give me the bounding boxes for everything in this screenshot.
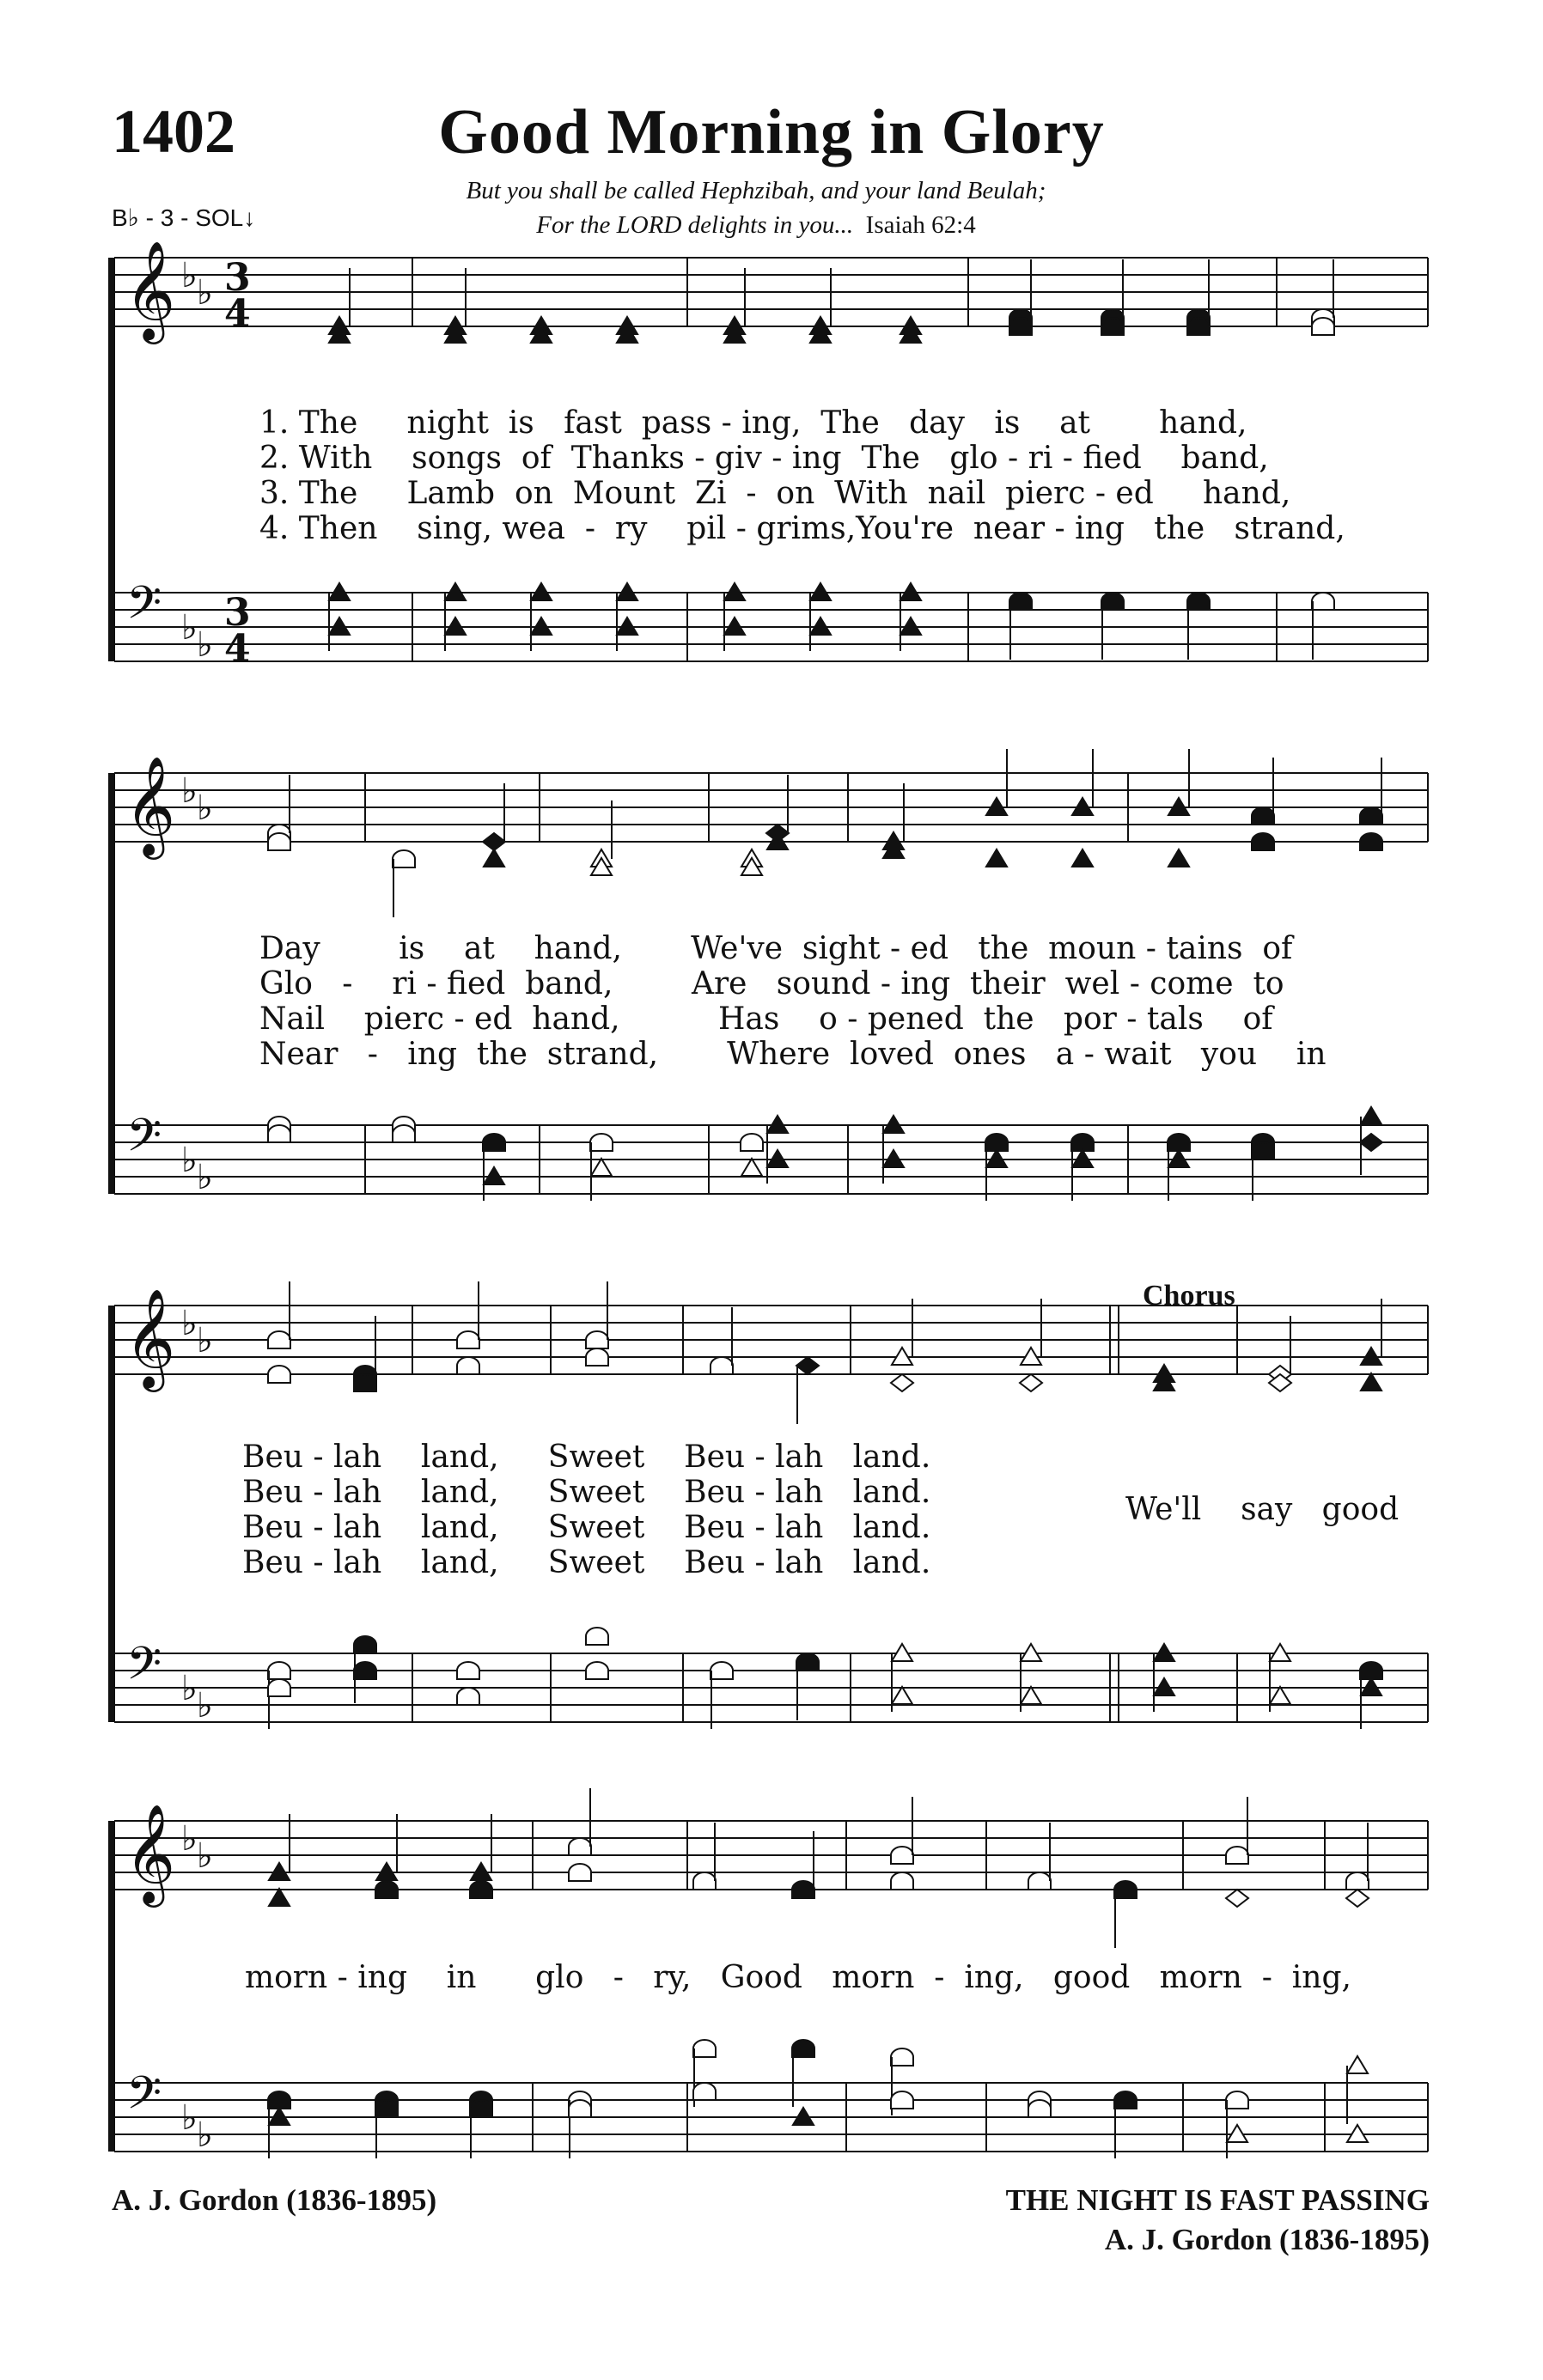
shape-note	[457, 1662, 479, 1679]
shape-note	[1114, 1881, 1137, 1898]
tune-name: THE NIGHT IS FAST PASSING	[1005, 2183, 1430, 2217]
system-brace	[108, 258, 114, 661]
shape-note	[1168, 1134, 1190, 1151]
verse-1-line-2: Day is at hand, We've sight - ed the moun - tains of	[259, 931, 1293, 966]
verse-3-line-2: Nail pierc - ed hand, Has o - pened the por - tals of	[259, 1001, 1273, 1037]
hymn-number: 1402	[112, 97, 235, 166]
flat-icon: ♭	[197, 2115, 213, 2155]
bass-clef-icon: 𝄢	[126, 1638, 162, 1701]
chorus-words-line-1: We'll say good	[1125, 1492, 1400, 1527]
shape-note	[375, 1881, 398, 1898]
shape-note	[891, 1847, 913, 1864]
shape-note	[1252, 1142, 1274, 1160]
music-credit: A. J. Gordon (1836-1895)	[1104, 2223, 1430, 2256]
shape-note	[1028, 2100, 1051, 2117]
hymn-title: Good Morning in Glory	[438, 97, 1105, 167]
shape-note	[590, 1134, 613, 1151]
shape-note	[1168, 849, 1189, 867]
shape-note	[586, 1662, 608, 1679]
shape-note	[1028, 1872, 1051, 1890]
bass-clef-icon: 𝄢	[126, 577, 162, 641]
flat-icon: ♭	[181, 1304, 198, 1343]
shape-note	[891, 2048, 913, 2066]
shape-note	[986, 849, 1007, 867]
verse-1-line-3: Beu - lah land, Sweet Beu - lah land.	[242, 1440, 931, 1475]
shape-note	[457, 1331, 479, 1348]
flat-icon: ♭	[181, 2098, 198, 2138]
flat-icon: ♭	[181, 771, 198, 811]
shape-note	[470, 2100, 492, 2117]
shape-note	[891, 1872, 913, 1890]
verse-2-line-3: Beu - lah land, Sweet Beu - lah land.	[242, 1475, 931, 1510]
scripture-reference: Isaiah 62:4	[865, 211, 976, 239]
shape-note	[792, 1881, 814, 1898]
shape-note	[457, 1688, 479, 1705]
shape-note	[693, 1872, 716, 1890]
verse-4-line-2: Near - ing the strand, Where loved ones a - wait you in	[259, 1037, 1326, 1072]
shape-note	[484, 849, 504, 867]
flat-icon: ♭	[197, 1686, 213, 1726]
shape-note	[693, 2083, 716, 2100]
shape-note	[796, 1357, 819, 1374]
shape-note	[1360, 833, 1382, 850]
shape-note	[569, 1864, 591, 1881]
shape-note	[591, 1159, 612, 1176]
shape-note	[693, 2040, 716, 2057]
system-brace	[108, 1306, 114, 1722]
flat-icon: ♭	[197, 273, 213, 313]
time-sig-top: 3	[224, 256, 251, 300]
shape-note	[268, 1662, 290, 1679]
time-sig-bottom: 4	[224, 627, 251, 671]
shape-note	[354, 1374, 376, 1391]
shape-note	[393, 850, 415, 867]
shape-note	[569, 2100, 591, 2117]
shape-note	[1020, 1374, 1042, 1391]
flat-icon: ♭	[181, 256, 198, 295]
chorus-label: Chorus	[1143, 1280, 1235, 1312]
shape-note	[711, 1357, 733, 1374]
shape-note	[1226, 2091, 1248, 2109]
shape-note	[483, 1134, 505, 1151]
shape-note	[1361, 1107, 1381, 1124]
shape-note	[1312, 318, 1334, 335]
shape-note	[269, 1889, 290, 1906]
time-sig-bottom: 4	[224, 292, 251, 336]
treble-clef-icon: 𝄞	[125, 1287, 176, 1388]
chorus-words-line-2: morn - ing in glo - ry, Good morn - ing, good morn - ing,	[245, 1960, 1351, 1995]
shape-note	[1021, 1687, 1041, 1704]
treble-clef-icon: 𝄞	[125, 1803, 176, 1903]
shape-note	[393, 1125, 415, 1142]
shape-note	[741, 1159, 762, 1176]
scripture-line-1: But you shall be called Hephzibah, and your land Beulah;	[466, 177, 1046, 204]
flat-icon: ♭	[181, 1819, 198, 1859]
shape-note	[1187, 593, 1210, 610]
shape-note	[891, 1374, 913, 1391]
system-brace	[108, 1821, 114, 2152]
shape-note	[1252, 833, 1274, 850]
shape-note	[457, 1357, 479, 1374]
treble-clef-icon: 𝄞	[125, 240, 176, 340]
shape-note	[268, 1366, 290, 1383]
shape-note	[569, 1838, 591, 1855]
verse-2-line-2: Glo - ri - fied band, Are sound - ing their wel - come to	[259, 966, 1284, 1001]
flat-icon: ♭	[197, 625, 213, 665]
verse-2-line-1: 2. With songs of Thanks - giv - ing The glo - ri - fied band,	[259, 441, 1269, 476]
shape-note	[483, 833, 505, 850]
shape-note	[741, 1134, 763, 1151]
shape-note	[354, 1662, 376, 1679]
flat-icon: ♭	[181, 1141, 198, 1180]
bass-clef-icon: 𝄢	[126, 1110, 162, 1173]
time-sig-top: 3	[224, 591, 251, 635]
shape-note	[1360, 807, 1382, 825]
shape-note	[470, 1881, 492, 1898]
shape-note	[1226, 1847, 1248, 1864]
shape-note	[1101, 318, 1124, 335]
shape-note	[1312, 593, 1334, 610]
shape-note	[1361, 1373, 1381, 1391]
flat-icon: ♭	[197, 1158, 213, 1197]
flat-icon: ♭	[181, 1669, 198, 1708]
shape-note	[1360, 1662, 1382, 1679]
shape-note	[1114, 2091, 1137, 2109]
shape-note	[586, 1628, 608, 1645]
shape-note	[892, 1687, 912, 1704]
shape-note	[792, 2040, 814, 2057]
shape-note	[354, 1636, 376, 1653]
key-info: B♭ - 3 - SOL↓	[112, 204, 256, 231]
verse-3-line-3: Beu - lah land, Sweet Beu - lah land.	[242, 1510, 931, 1545]
shape-note	[1226, 1890, 1248, 1907]
shape-note	[1009, 593, 1032, 610]
shape-note	[1347, 2056, 1368, 2073]
system-brace	[108, 773, 114, 1194]
flat-icon: ♭	[197, 1321, 213, 1360]
shape-note	[1072, 849, 1093, 867]
shape-note	[375, 2100, 398, 2117]
verse-4-line-3: Beu - lah land, Sweet Beu - lah land.	[242, 1545, 931, 1580]
shape-note	[268, 1125, 290, 1142]
scripture-line-2: For the LORD delights in you...	[536, 211, 854, 239]
shape-note	[891, 2091, 913, 2109]
shape-note	[711, 1662, 733, 1679]
flat-icon: ♭	[181, 608, 198, 648]
shape-note	[985, 1134, 1008, 1151]
shape-note	[268, 1331, 290, 1348]
shape-note	[1346, 1890, 1369, 1907]
shape-note	[1009, 318, 1032, 335]
flat-icon: ♭	[197, 788, 213, 828]
shape-note	[1071, 1134, 1094, 1151]
shape-note	[796, 1653, 819, 1671]
flat-icon: ♭	[197, 1836, 213, 1876]
shape-note	[586, 1348, 608, 1366]
shape-note	[268, 1679, 290, 1696]
shape-note	[1270, 1687, 1290, 1704]
verse-1-line-1: 1. The night is fast pass - ing, The day is at hand,	[259, 405, 1247, 441]
shape-note	[1360, 1134, 1382, 1151]
shape-note	[1346, 1872, 1369, 1890]
shape-note	[268, 2091, 290, 2109]
shape-note	[1101, 593, 1124, 610]
verse-4-line-1: 4. Then sing, wea - ry pil - grims,You're near - ing the strand,	[259, 511, 1345, 546]
treble-clef-icon: 𝄞	[125, 755, 176, 855]
shape-note	[1187, 318, 1210, 335]
shape-note	[268, 833, 290, 850]
shape-note	[1252, 807, 1274, 825]
bass-clef-icon: 𝄢	[126, 2067, 162, 2131]
words-credit: A. J. Gordon (1836-1895)	[112, 2183, 437, 2217]
verse-3-line-1: 3. The Lamb on Mount Zi - on With nail pierc - ed hand,	[259, 476, 1291, 511]
shape-note	[586, 1331, 608, 1348]
